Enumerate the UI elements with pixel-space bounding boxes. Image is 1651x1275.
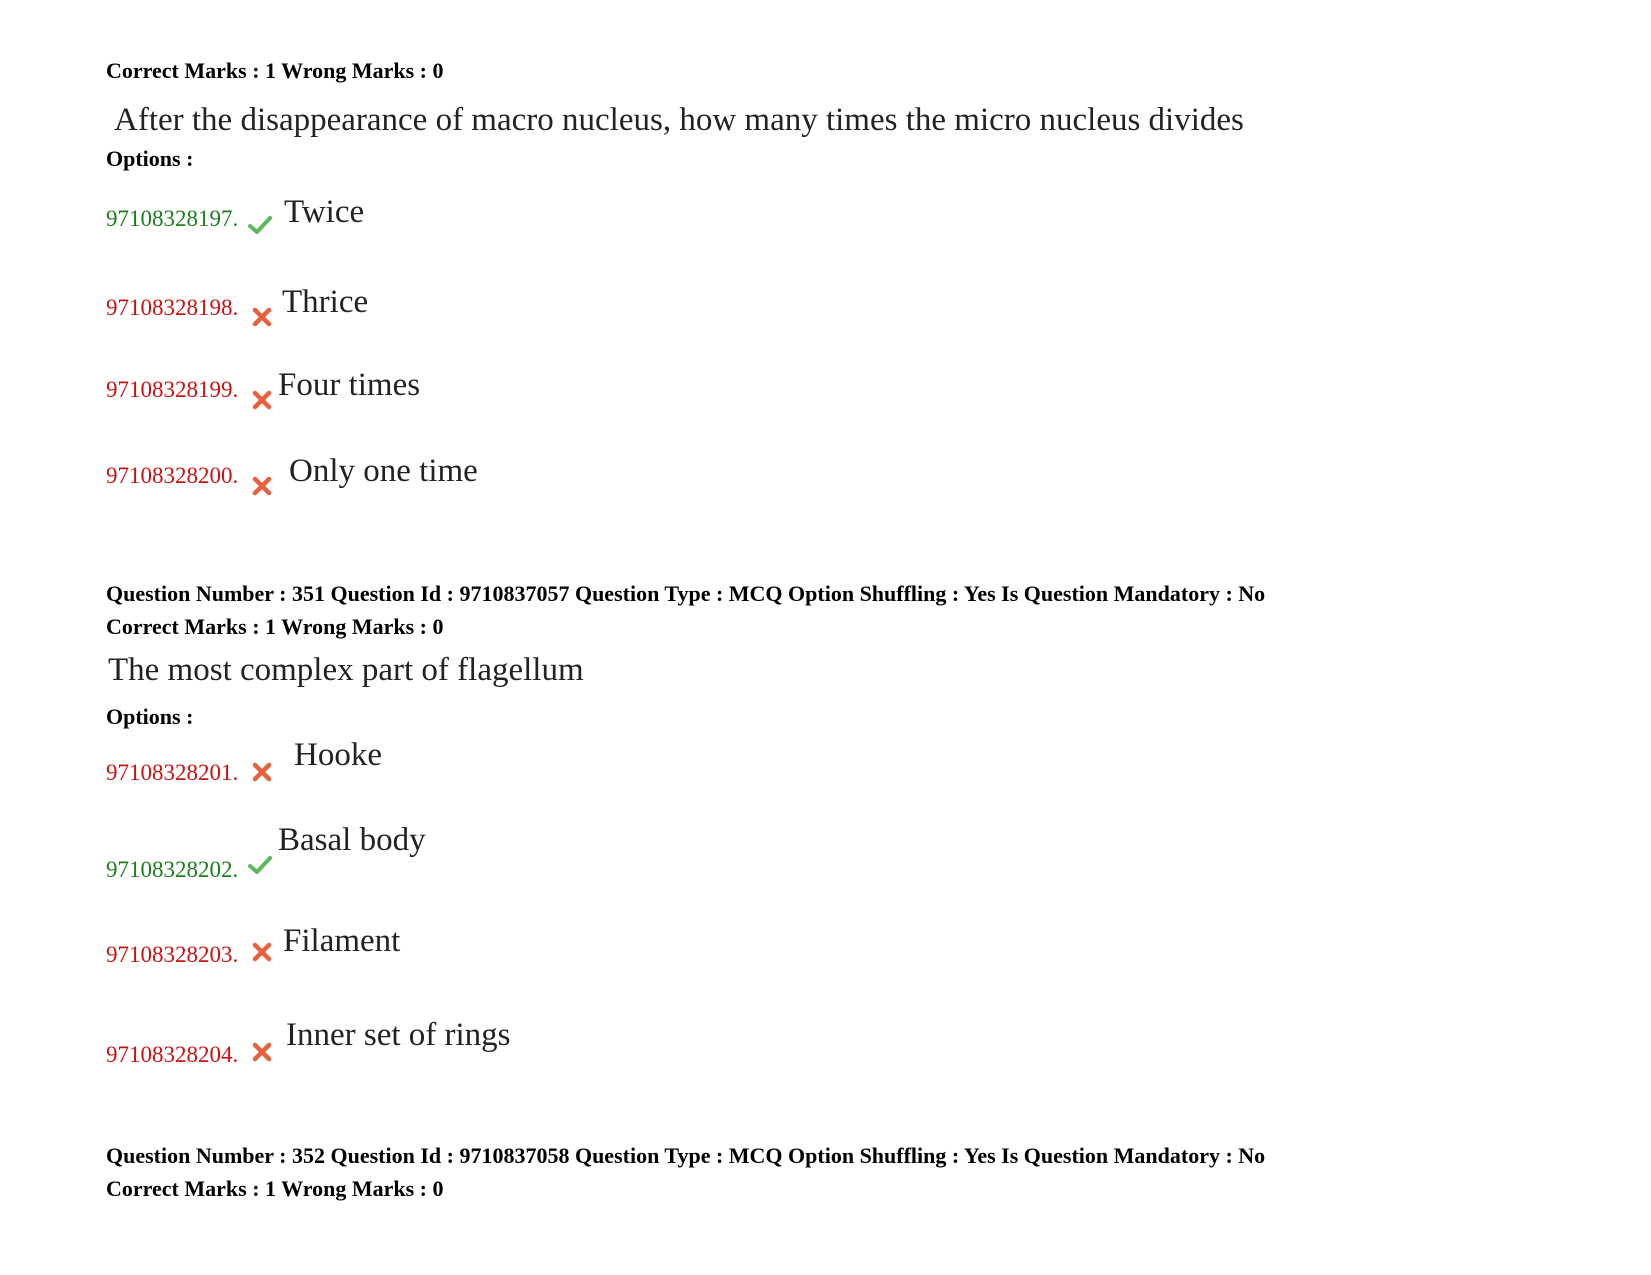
option-text: Basal body: [278, 822, 426, 858]
marks-line: Correct Marks : 1 Wrong Marks : 0: [106, 1176, 444, 1201]
option-id: 97108328197.: [106, 206, 239, 231]
option-id: 97108328200.: [106, 463, 239, 488]
cross-icon: [250, 940, 274, 964]
question-header: Question Number : 352 Question Id : 9710837058 Question Type : MCQ Option Shuffling : Yes Is Question Mandatory : No: [106, 1143, 1266, 1168]
option-text: Filament: [283, 923, 401, 959]
cross-icon: [250, 305, 274, 329]
options-label: Options :: [106, 146, 194, 171]
option-id: 97108328202.: [106, 857, 239, 882]
option-text: Hooke: [294, 737, 382, 773]
question-text: The most complex part of flagellum: [108, 652, 584, 688]
cross-icon: [250, 760, 274, 784]
cross-icon: [250, 474, 274, 498]
question-text: After the disappearance of macro nucleus, how many times the micro nucleus divides: [114, 102, 1244, 138]
option-text: Only one time: [289, 453, 478, 489]
check-icon: [248, 213, 272, 237]
option-text: Thrice: [282, 284, 369, 320]
question-header: Question Number : 351 Question Id : 9710837057 Question Type : MCQ Option Shuffling : Yes Is Question Mandatory : No: [106, 581, 1266, 606]
option-text: Inner set of rings: [286, 1017, 511, 1053]
option-id: 97108328199.: [106, 377, 239, 402]
cross-icon: [250, 388, 274, 412]
check-icon: [248, 853, 272, 877]
option-id: 97108328203.: [106, 942, 239, 967]
option-id: 97108328201.: [106, 760, 239, 785]
option-text: Twice: [284, 194, 365, 230]
option-text: Four times: [278, 367, 421, 403]
options-label: Options :: [106, 704, 194, 729]
marks-line: Correct Marks : 1 Wrong Marks : 0: [106, 614, 444, 639]
option-id: 97108328204.: [106, 1042, 239, 1067]
option-id: 97108328198.: [106, 295, 239, 320]
cross-icon: [250, 1040, 274, 1064]
marks-line: Correct Marks : 1 Wrong Marks : 0: [106, 58, 444, 83]
